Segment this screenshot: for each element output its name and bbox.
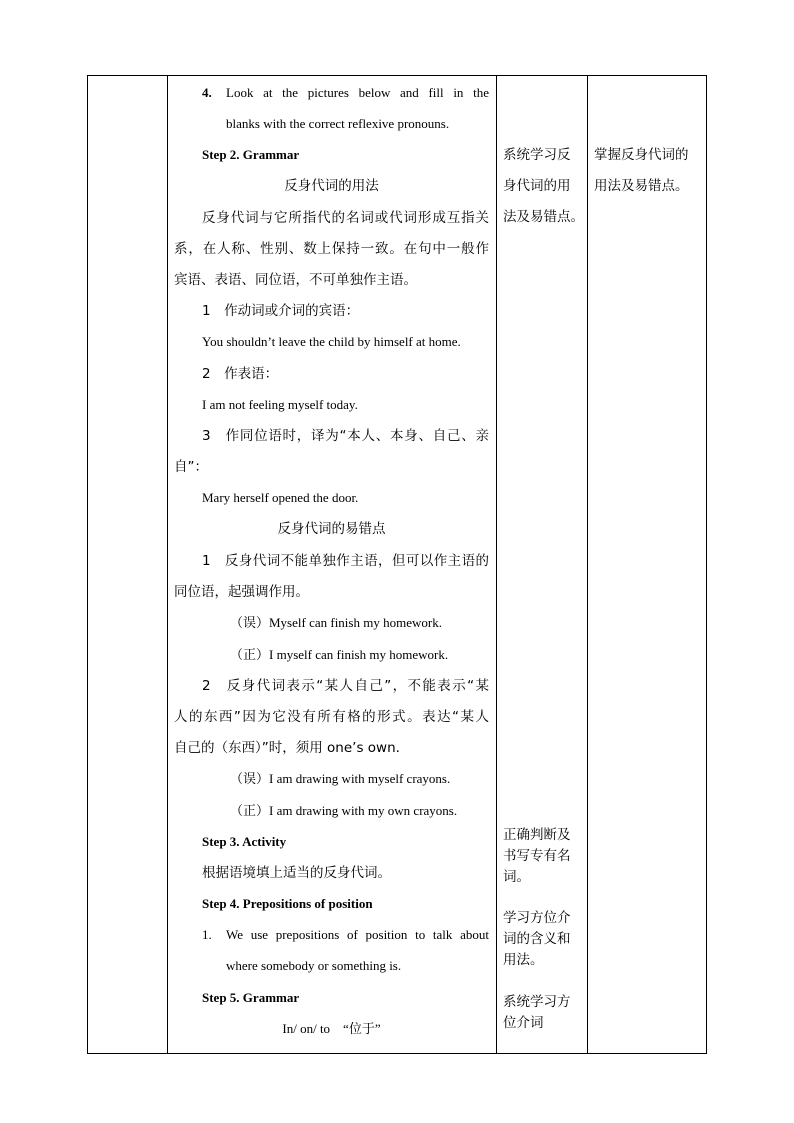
usage1-example: You shouldn’t leave the child by himself at home. [202, 334, 461, 349]
table-divider-2 [496, 75, 497, 1054]
intent-b-line1: 正确判断及 [503, 827, 571, 843]
objective-line2: 用法及易错点。 [594, 178, 689, 194]
item4-line2: blanks with the correct reflexive pronouns. [226, 116, 450, 131]
intent-a-line2: 身代词的用 [503, 178, 571, 194]
step5-line: In/ on/ to “位于” [282, 1021, 381, 1036]
error2-line1: 2 反身代词表示“某人自己”，不能表示“某 [202, 678, 489, 694]
usage2-example: I am not feeling myself today. [202, 397, 358, 412]
error1-line2: 同位语，起强调作用。 [174, 584, 309, 600]
intent-a-line3: 法及易错点。 [503, 209, 584, 225]
usage2: 2 作表语： [202, 366, 279, 382]
step4-line2: where somebody or something is. [226, 958, 402, 973]
error1-wrong: （误）Myself can finish my homework. [230, 615, 442, 630]
step5-title: Step 5. Grammar [202, 990, 300, 1005]
objective-line1: 掌握反身代词的 [594, 147, 689, 163]
intent-b-line3: 词。 [503, 869, 530, 885]
para1-line2: 系，在人称、性别、数上保持一致。在句中一般作 [174, 241, 489, 257]
step4-number: 1. [202, 927, 212, 942]
intent-c-line2: 词的含义和 [503, 931, 571, 947]
intent-b-line2: 书写专有名 [503, 848, 571, 864]
error2-line3: 自己的（东西）”时，须用 one’s own. [174, 740, 400, 756]
table-top-border [87, 75, 707, 76]
intent-a-line1: 系统学习反 [503, 147, 571, 163]
intent-c-line1: 学习方位介 [503, 910, 571, 926]
usage1: 1 作动词或介词的宾语： [202, 303, 360, 319]
table-divider-1 [167, 75, 168, 1054]
step2-title: Step 2. Grammar [202, 147, 300, 162]
table-bottom-border [87, 1053, 707, 1054]
error1-right: （正）I myself can finish my homework. [230, 647, 449, 662]
para1-line3: 宾语、表语、同位语，不可单独作主语。 [174, 272, 417, 288]
intent-c-line3: 用法。 [503, 952, 544, 968]
error2-line2: 人的东西”因为它没有所有格的形式。表达“某人 [174, 709, 489, 725]
error2-right: （正）I am drawing with my own crayons. [230, 803, 458, 818]
step4-title: Step 4. Prepositions of position [202, 896, 373, 911]
item4-line1: Look at the pictures below and fill in the [226, 85, 489, 100]
para1-line1: 反身代词与它所指代的名词或代词形成互指关 [202, 210, 489, 226]
heading-errors: 反身代词的易错点 [277, 521, 386, 537]
table-border-right [706, 75, 707, 1054]
heading-usage: 反身代词的用法 [284, 178, 379, 194]
usage3-example: Mary herself opened the door. [202, 490, 359, 505]
error2-wrong: （误）I am drawing with myself crayons. [230, 771, 451, 786]
item4-number: 4. [202, 85, 212, 100]
usage3-line1: 3 作同位语时，译为“本人、本身、自己、亲 [202, 428, 489, 444]
intent-d-line1: 系统学习方 [503, 994, 571, 1010]
step4-line1: We use prepositions of position to talk about [226, 927, 489, 942]
step3-title: Step 3. Activity [202, 834, 287, 849]
step3-text: 根据语境填上适当的反身代词。 [202, 865, 391, 881]
usage3-line2: 自”： [174, 459, 208, 475]
intent-d-line2: 位介词 [503, 1015, 544, 1031]
table-border-left [87, 75, 88, 1054]
table-divider-3 [587, 75, 588, 1054]
error1-line1: 1 反身代词不能单独作主语，但可以作主语的 [202, 553, 489, 569]
